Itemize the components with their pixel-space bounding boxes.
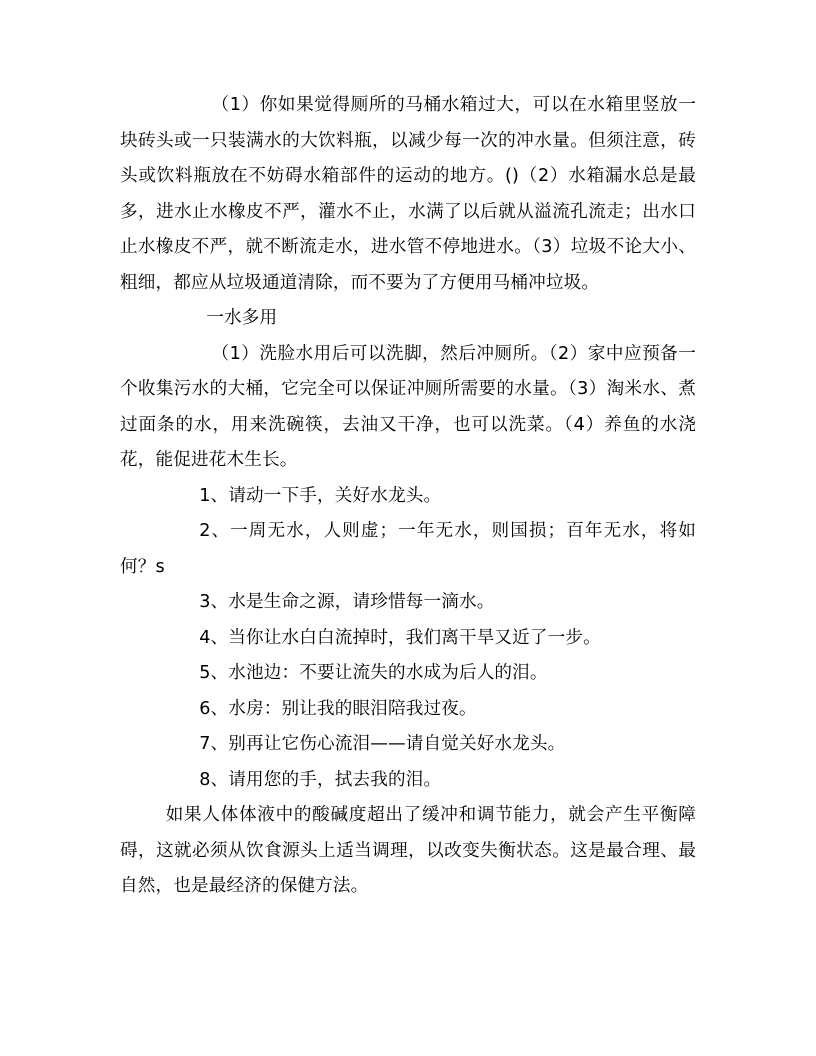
slogan-item-7: 7、别再让它伤心流泪——请自觉关好水龙头。 xyxy=(199,734,566,754)
slogan-item-2: 2、一周无水，人则虚；一年无水，则国损；百年无水，将如何？s xyxy=(120,521,696,577)
section-heading-reuse-water: 一水多用 xyxy=(206,308,278,328)
slogan-item-8: 8、请用您的手，拭去我的泪。 xyxy=(199,769,442,790)
slogan-item-3: 3、水是生命之源，请珍惜每一滴水。 xyxy=(199,592,495,612)
paragraph-toilet-tips: （1）你如果觉得厕所的马桶水箱过大，可以在水箱里竖放一块砖头或一只装满水的大饮料瓶，以减少每一次的冲水量。但须注意，砖头或饮料瓶放在不妨碍水箱部件的运动的地方。()（2）水箱漏水总是最多，进水止水橡皮不严，灌水不止，水满了以后就从溢流孔流走；出水口止水橡皮不严，就不断流走水，进水管不停地进水。（3）垃圾不论大小、粗细，都应从垃圾通道清除，而不要为了方便用马桶冲垃圾。 xyxy=(120,95,696,293)
slogan-item-1: 1、请动一下手，关好水龙头。 xyxy=(199,485,442,506)
slogan-item-5: 5、水池边：不要让流失的水成为后人的泪。 xyxy=(199,663,548,683)
paragraph-reuse-tips: （1）洗脸水用后可以洗脚，然后冲厕所。（2）家中应预备一个收集污水的大桶，它完全可以保证冲厕所需要的水量。（3）淘米水、煮过面条的水，用来洗碗筷，去油又干净，也可以洗菜。（4）养鱼的水浇花，能促进花木生长。 xyxy=(120,343,696,470)
document-body xyxy=(120,88,696,905)
slogan-item-6: 6、水房：别让我的眼泪陪我过夜。 xyxy=(199,698,477,719)
paragraph-acid-base-health: 如果人体体液中的酸碱度超出了缓冲和调节能力，就会产生平衡障碍，这就必须从饮食源头上适当调理，以改变失衡状态。这是最合理、最自然，也是最经济的保健方法。 xyxy=(120,805,696,896)
slogan-item-4: 4、当你让水白白流掉时，我们离干旱又近了一步。 xyxy=(199,627,601,648)
